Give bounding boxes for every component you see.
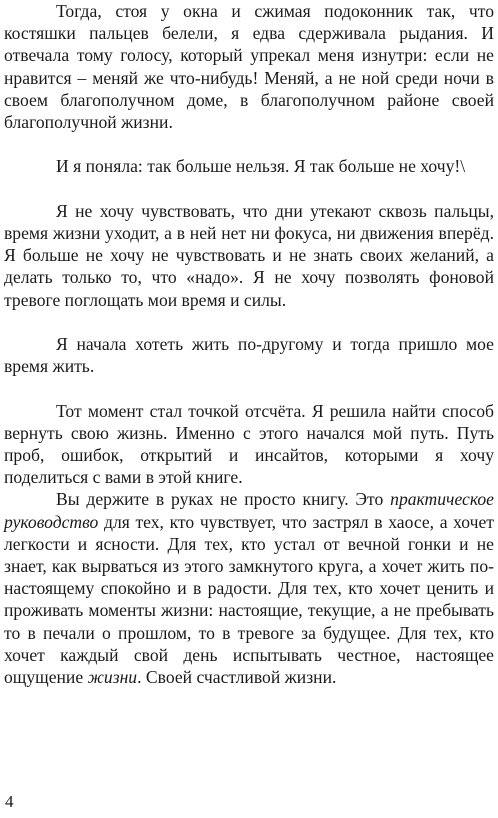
paragraph-3: Я не хочу чувствовать, что дни утекают сквозь пальцы, время жизни уходит, а в ней нет ни фокуса, ни движения вперёд. Я больше не хочу не чувствовать и не знать своих желаний, а делать только то, что «надо». Я не хочу позволять фоновой тревоге поглощать мои время и силы. — [4, 200, 494, 310]
book-page — [4, 0, 494, 688]
paragraph-spacer — [4, 377, 494, 399]
paragraph-6 — [4, 488, 494, 688]
paragraph-6-text-1: Вы держите в руках не просто книгу. Это — [56, 489, 391, 510]
paragraph-spacer — [4, 133, 494, 155]
paragraph-6-text-2: для тех, кто чувствует, что застрял в хаосе, а хочет легкости и ясности. Для тех, кто устал от вечной гонки и не знает, как вырваться из этого замкнутого круга, а хочет жить по-настоящему спокойно и в радости. Для тех, кто хочет ценить и проживать моменты жизни: настоящие, текущие, а не пребывать то в печали о прошлом, то в тревоге за будущее. Для тех, кто хочет каждый свой день испытывать честное, настоящее ощущение — [4, 511, 494, 688]
paragraph-5: Тот момент стал точкой отсчёта. Я решила найти способ вернуть свою жизнь. Именно с этого начался мой путь. Путь проб, ошибок, открытий и инсайтов, которыми я хочу поделиться с вами в этой книге. — [4, 400, 494, 488]
paragraph-spacer — [4, 311, 494, 333]
page-number: 4 — [5, 792, 14, 811]
paragraph-2: И я поняла: так больше нельзя. Я так больше не хочу!\ — [56, 156, 466, 177]
paragraph-1: Тогда, стоя у окна и сжимая подоконник так, что костяшки пальцев белели, я едва сдерживала рыдания. И отвечала тому голосу, который упрекал меня изнутри: если не нравится – меняй же что-нибудь! Меняй, а не ной среди ночи в своем благополучном доме, в благополучном районе своей благополучной жизни. — [4, 1, 494, 133]
paragraph-6-text-3: . Своей счастливой жизни. — [137, 667, 337, 688]
paragraph-6-emphasis-2: жизни — [87, 667, 138, 688]
paragraph-6-emphasis-1: практическое руководство — [4, 489, 494, 532]
paragraph-4: Я начала хотеть жить по-другому и тогда пришло мое время жить. — [4, 334, 494, 377]
paragraph-spacer — [4, 178, 494, 200]
